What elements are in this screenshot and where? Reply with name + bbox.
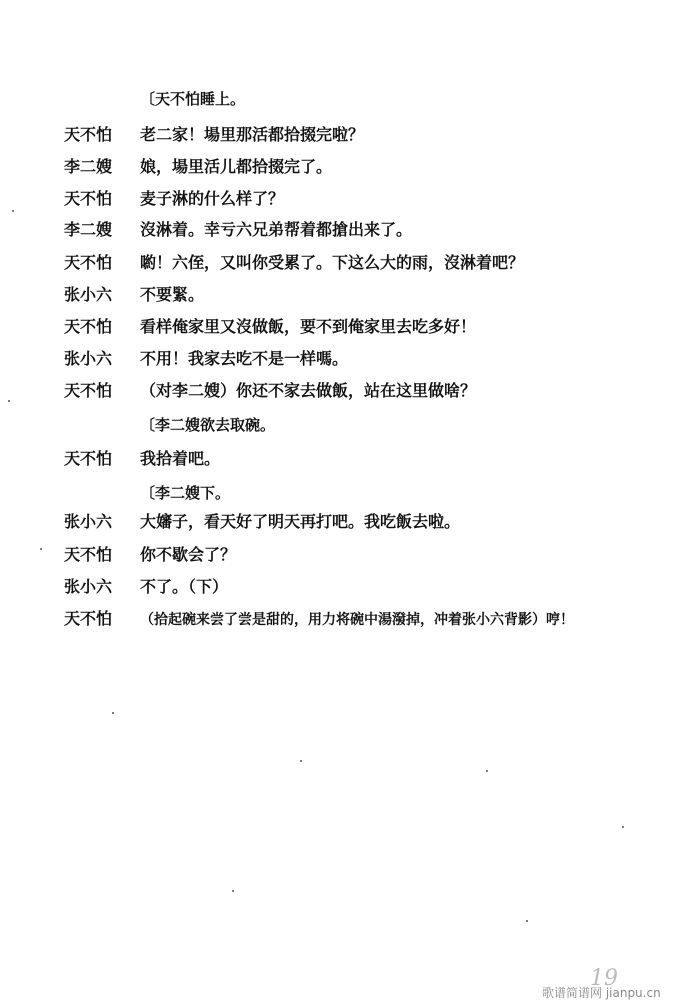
speaker: 李二嫂 bbox=[64, 157, 113, 176]
dialogue-row bbox=[64, 282, 204, 306]
scan-speck bbox=[232, 890, 234, 892]
stage-direction: 〔李二嫂欲去取碗。 bbox=[140, 416, 276, 434]
speaker: 天不怕 bbox=[64, 609, 113, 628]
speaker: 张小六 bbox=[64, 349, 113, 368]
dialogue-line: 娘，場里活儿都拾掇完了。 bbox=[140, 157, 333, 176]
dialogue-line: 我拾着吧。 bbox=[140, 449, 221, 468]
scan-speck bbox=[300, 760, 302, 762]
dialogue-row bbox=[64, 574, 228, 598]
scan-speck bbox=[40, 548, 42, 550]
speaker: 张小六 bbox=[64, 512, 113, 531]
dialogue-row bbox=[64, 606, 574, 630]
speaker: 天不怕 bbox=[64, 253, 113, 272]
dialogue-line: 沒淋着。幸亏六兄弟帮着都搶出来了。 bbox=[140, 220, 413, 239]
scan-speck bbox=[112, 712, 114, 714]
scan-speck bbox=[8, 400, 10, 402]
scan-speck bbox=[486, 770, 488, 772]
dialogue-row bbox=[64, 509, 460, 533]
scan-speck bbox=[526, 920, 528, 922]
stage-direction: 〔李二嫂下。 bbox=[140, 484, 231, 502]
scan-speck bbox=[12, 210, 14, 212]
dialogue-line: （拾起碗来尝了尝是甜的，用力将碗中湯潑掉，冲着张小六背影）哼！ bbox=[140, 612, 574, 628]
dialogue-line: （对李二嫂）你还不家去做飯，站在这里做啥？ bbox=[140, 381, 477, 400]
watermark: 歌谱简谱网 jianpu.cn bbox=[542, 986, 661, 1000]
dialogue-row bbox=[64, 446, 220, 470]
dialogue-row bbox=[64, 250, 524, 274]
dialogue-line: 你不歇会了？ bbox=[140, 545, 237, 564]
dialogue-row bbox=[64, 346, 348, 370]
dialogue-row bbox=[64, 542, 236, 566]
dialogue-row bbox=[64, 154, 332, 178]
scan-speck bbox=[622, 826, 624, 828]
dialogue-row bbox=[64, 314, 476, 338]
dialogue-line: 喲！六侄，又叫你受累了。下这么大的雨，沒淋着吧？ bbox=[140, 253, 525, 272]
dialogue-row bbox=[64, 186, 284, 210]
dialogue-line: 不要緊。 bbox=[140, 285, 205, 304]
page-number: 19 bbox=[590, 966, 618, 991]
dialogue-line: 不了。（下） bbox=[140, 577, 229, 596]
speaker: 天不怕 bbox=[64, 381, 113, 400]
dialogue-line: 大嬸子，看天好了明天再打吧。我吃飯去啦。 bbox=[140, 512, 461, 531]
speaker: 天不怕 bbox=[64, 125, 113, 144]
stage-direction: 〔天不怕睡上。 bbox=[140, 90, 246, 108]
speaker: 天不怕 bbox=[64, 317, 113, 336]
speaker: 张小六 bbox=[64, 285, 113, 304]
speaker: 天不怕 bbox=[64, 545, 113, 564]
dialogue-row bbox=[64, 122, 364, 146]
speaker: 张小六 bbox=[64, 577, 113, 596]
speaker: 天不怕 bbox=[64, 189, 113, 208]
dialogue-row bbox=[64, 378, 476, 402]
speaker: 李二嫂 bbox=[64, 220, 113, 239]
dialogue-line: 老二家！場里那活都拾掇完啦？ bbox=[140, 125, 365, 144]
dialogue-row bbox=[64, 217, 412, 241]
speaker: 天不怕 bbox=[64, 449, 113, 468]
dialogue-line: 麦子淋的什么样了？ bbox=[140, 189, 285, 208]
dialogue-line: 不用！我家去吃不是一样嗎。 bbox=[140, 349, 349, 368]
dialogue-line: 看样俺家里又沒做飯，要不到俺家里去吃多好！ bbox=[140, 317, 477, 336]
